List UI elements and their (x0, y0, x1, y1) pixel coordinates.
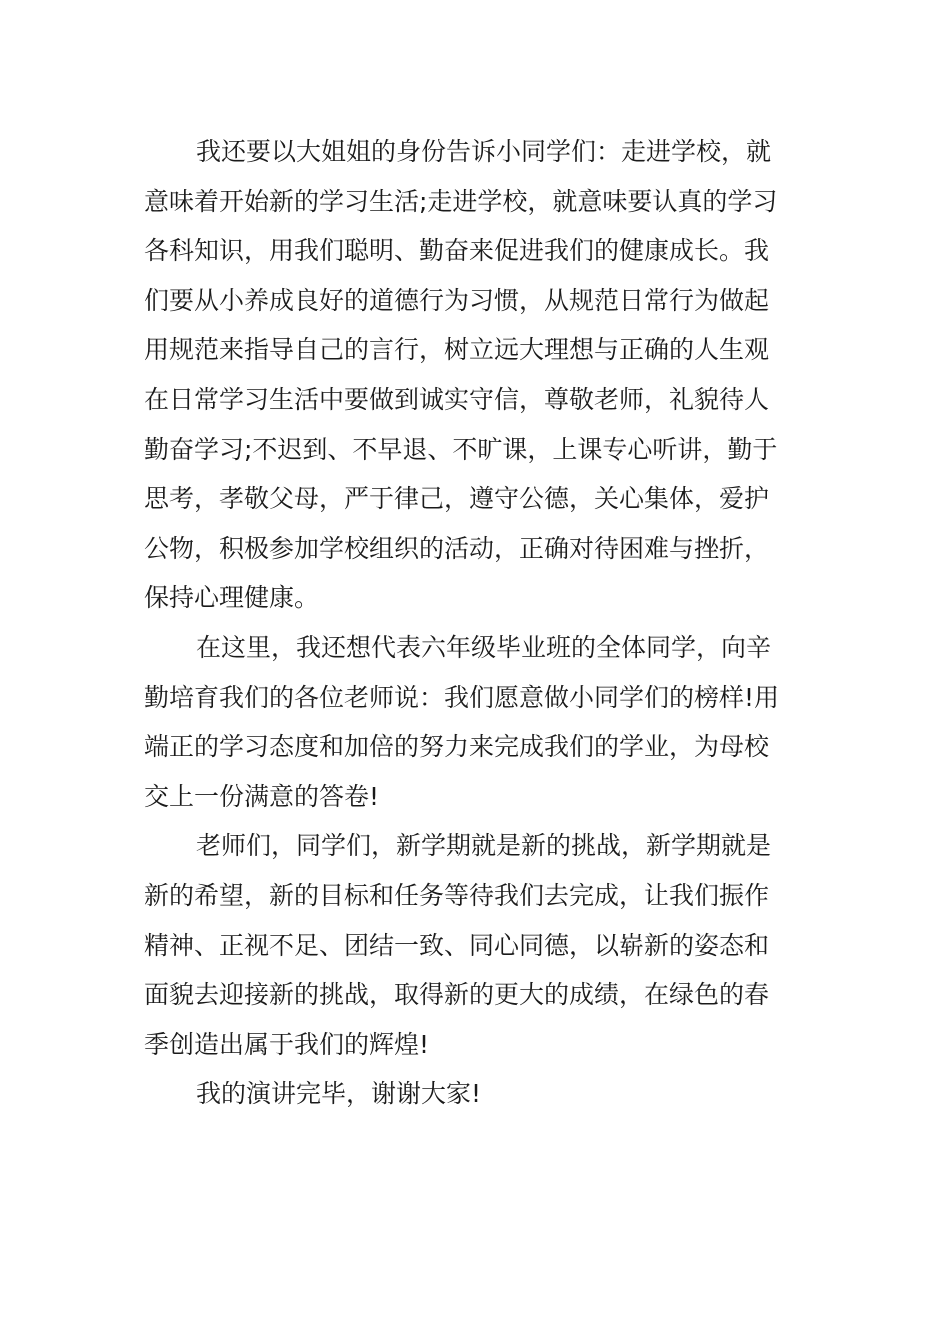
text-line: 各科知识，用我们聪明、勤奋来促进我们的健康成长。我 (144, 236, 770, 266)
text-line: 季创造出属于我们的辉煌! (144, 1029, 430, 1059)
paragraph (144, 623, 814, 821)
text-line: 勤奋学习;不迟到、不早退、不旷课，上课专心听讲，勤于 (144, 434, 778, 464)
text-line: 勤培育我们的各位老师说：我们愿意做小同学们的榜样!用 (144, 682, 780, 712)
paragraph (144, 821, 814, 1069)
paragraph (144, 127, 814, 623)
text-line: 老师们，同学们，新学期就是新的挑战，新学期就是 (196, 831, 772, 861)
text-line: 公物，积极参加学校组织的活动，正确对待困难与挫折， (144, 533, 770, 563)
text-line: 端正的学习态度和加倍的努力来完成我们的学业，为母校 (144, 732, 770, 762)
text-line: 我还要以大姐姐的身份告诉小同学们：走进学校，就 (196, 137, 772, 166)
text-line: 面貌去迎接新的挑战，取得新的更大的成绩，在绿色的春 (144, 980, 770, 1010)
speech-body (144, 127, 814, 1119)
text-line: 交上一份满意的答卷! (144, 781, 380, 811)
text-line: 精神、正视不足、团结一致、同心同德，以崭新的姿态和 (144, 930, 770, 960)
text-line: 在这里，我还想代表六年级毕业班的全体同学，向辛 (196, 632, 772, 662)
text-line: 我的演讲完毕，谢谢大家! (196, 1079, 482, 1109)
text-line: 用规范来指导自己的言行，树立远大理想与正确的人生观 (144, 335, 770, 365)
paragraph (144, 1069, 814, 1119)
text-line: 保持心理健康。 (144, 583, 320, 613)
text-line: 思考，孝敬父母，严于律己，遵守公德，关心集体，爱护 (144, 484, 770, 514)
text-line: 在日常学习生活中要做到诚实守信，尊敬老师，礼貌待人 (144, 384, 770, 414)
text-line: 们要从小养成良好的道德行为习惯，从规范日常行为做起 (144, 285, 770, 315)
text-line: 意味着开始新的学习生活;走进学校，就意味要认真的学习 (144, 186, 778, 216)
text-line: 新的希望，新的目标和任务等待我们去完成，让我们振作 (144, 880, 770, 910)
